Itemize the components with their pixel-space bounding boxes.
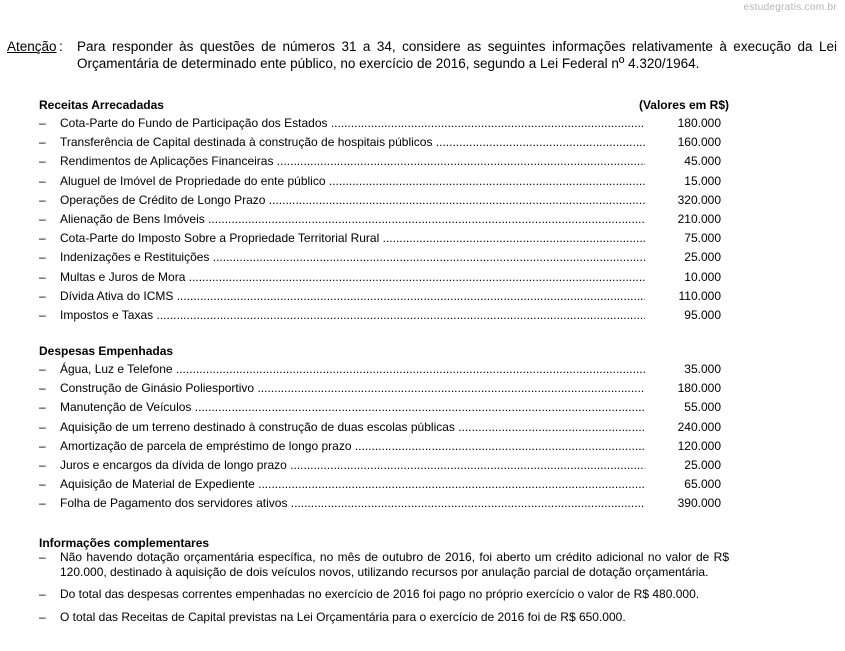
table-row <box>39 287 729 306</box>
list-dash: – <box>39 457 46 472</box>
item-value: 95.000 <box>684 307 721 322</box>
table-row <box>39 418 729 437</box>
item-value: 120.000 <box>677 438 721 453</box>
list-dash: – <box>39 400 46 415</box>
item-value: 15.000 <box>684 173 721 188</box>
item-value: 240.000 <box>677 419 721 434</box>
list-dash: – <box>39 496 46 511</box>
info-item-text: Não havendo dotação orçamentária específica, no mês de outubro de 2016, foi aberto um crédito adicional no valor de R$ 120.000, destinado à aquisição de dois veículos novos, utilizando recursos por anulação parcial de dotação orçamentária. <box>60 550 729 579</box>
info-item-text: Do total das despesas correntes empenhadas no exercício de 2016 foi pago no próprio exercício o valor de R$ 480.000. <box>60 587 700 601</box>
list-dash: – <box>39 438 46 453</box>
item-label: Aquisição de Material de Expediente ..... <box>60 475 645 494</box>
list-dash: – <box>39 269 46 284</box>
list-dash: – <box>39 609 46 624</box>
item-label: Aluguel de Imóvel de Propriedade do ente público ..... <box>60 172 645 191</box>
item-value: 110.000 <box>678 288 721 303</box>
item-label: Juros e encargos da dívida de longo prazo ..... <box>60 456 645 475</box>
list-dash: – <box>39 173 46 188</box>
item-label: Folha de Pagamento dos servidores ativos ..... <box>60 494 645 513</box>
item-value: 55.000 <box>684 400 721 415</box>
table-row <box>39 172 729 191</box>
item-label: Transferência de Capital destinada à construção de hospitais públicos ..... <box>60 133 645 152</box>
item-label: Multas e Juros de Mora ..... <box>60 268 645 287</box>
item-label: Impostos e Taxas ..... <box>60 306 645 325</box>
item-value: 45.000 <box>684 154 721 169</box>
expenses-title: Despesas Empenhadas <box>39 344 174 358</box>
attention-text-main: Para responder às questões de números 31 a 34, considere as seguintes informações relativamente à execução da Lei Orçamentária de determinado ente público, no exercício de 2016, segundo a Lei Federal n <box>77 39 837 71</box>
info-item-credit <box>39 550 729 579</box>
site-watermark: estudegratis.com.br <box>743 2 837 13</box>
info-title: Informações complementares <box>39 536 210 550</box>
list-dash: – <box>39 154 46 169</box>
table-row <box>39 360 729 379</box>
table-row <box>39 475 729 494</box>
item-value: 390.000 <box>677 496 721 511</box>
revenues-title: Receitas Arrecadadas <box>39 98 164 112</box>
item-value: 10.000 <box>684 269 721 284</box>
item-label: Indenizações e Restituições ..... <box>60 248 645 267</box>
item-label: Rendimentos de Aplicações Financeiras ..... <box>60 152 645 171</box>
values-unit-label: (Valores em R$) <box>638 98 729 112</box>
table-row <box>39 229 729 248</box>
table-row <box>39 133 729 152</box>
item-label: Amortização de parcela de empréstimo de longo prazo ..... <box>60 437 645 456</box>
table-row <box>39 210 729 229</box>
list-dash: – <box>39 116 46 130</box>
item-label: Água, Luz e Telefone ..... <box>60 360 645 379</box>
item-value: 25.000 <box>684 457 721 472</box>
item-label: Cota-Parte do Fundo de Participação dos Estados ..... <box>60 114 645 133</box>
list-dash: – <box>39 192 46 207</box>
list-dash: – <box>39 419 46 434</box>
item-value: 25.000 <box>684 250 721 265</box>
item-value: 320.000 <box>677 192 721 207</box>
item-value: 180.000 <box>677 116 721 130</box>
table-row <box>39 191 729 210</box>
table-row <box>39 306 729 325</box>
attention-colon: : <box>59 39 63 54</box>
info-item-capital <box>39 610 729 625</box>
item-value: 65.000 <box>684 477 721 492</box>
list-dash: – <box>39 250 46 265</box>
item-label: Dívida Ativa do ICMS ..... <box>60 287 645 306</box>
list-dash: – <box>39 231 46 246</box>
attention-label: Atenção <box>7 39 57 54</box>
info-item-text: O total das Receitas de Capital previstas na Lei Orçamentária para o exercício de 2016 foi de R$ 650.000. <box>60 609 626 624</box>
list-dash: – <box>39 288 46 303</box>
item-label: Construção de Ginásio Poliesportivo ..... <box>60 379 645 398</box>
attention-text <box>77 38 837 72</box>
item-value: 180.000 <box>677 381 721 396</box>
table-row <box>39 152 729 171</box>
info-section <box>39 536 729 624</box>
list-dash: – <box>39 587 46 601</box>
attention-law-number: 4.320/1964. <box>624 56 700 71</box>
list-dash: – <box>39 381 46 396</box>
list-dash: – <box>39 477 46 492</box>
list-dash: – <box>39 550 46 564</box>
table-row <box>39 494 729 513</box>
attention-ordinal-sign: º <box>618 55 625 72</box>
table-row <box>39 379 729 398</box>
item-label: Operações de Crédito de Longo Prazo ..... <box>60 191 645 210</box>
item-value: 35.000 <box>684 362 721 376</box>
table-row <box>39 268 729 287</box>
table-row <box>39 114 729 133</box>
item-label: Alienação de Bens Imóveis ..... <box>60 210 645 229</box>
revenues-section <box>39 98 729 325</box>
item-value: 210.000 <box>677 211 721 226</box>
table-row <box>39 248 729 267</box>
info-item-paid <box>39 587 729 602</box>
item-value: 160.000 <box>677 135 721 150</box>
table-row <box>39 456 729 475</box>
item-label: Aquisição de um terreno destinado à construção de duas escolas públicas ..... <box>60 418 645 437</box>
list-dash: – <box>39 135 46 150</box>
list-dash: – <box>39 211 46 226</box>
item-label: Cota-Parte do Imposto Sobre a Propriedade Territorial Rural ..... <box>60 229 645 248</box>
table-row <box>39 437 729 456</box>
revenues-list <box>39 114 729 325</box>
item-label: Manutenção de Veículos ..... <box>60 398 645 417</box>
expenses-list <box>39 360 729 514</box>
list-dash: – <box>39 307 46 322</box>
table-row <box>39 398 729 417</box>
item-value: 75.000 <box>684 231 721 246</box>
expenses-section <box>39 344 729 514</box>
list-dash: – <box>39 362 46 376</box>
